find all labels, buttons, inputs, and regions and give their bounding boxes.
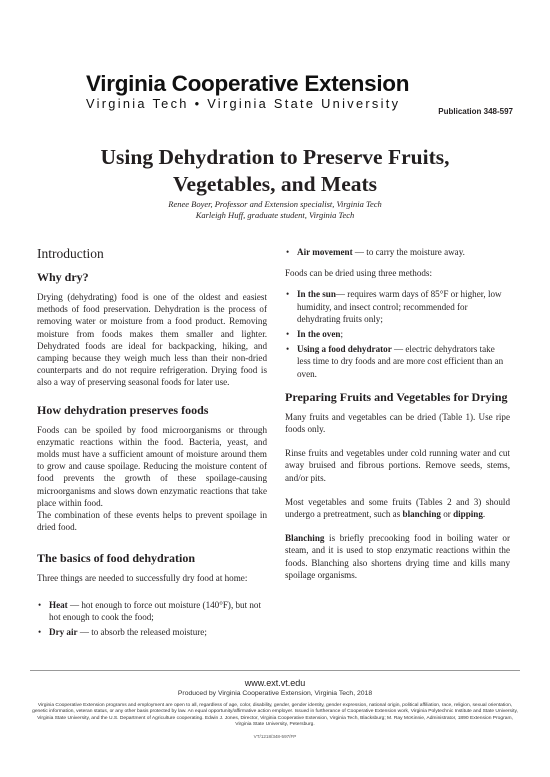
list-item-desc: — to carry the moisture away. xyxy=(352,247,465,257)
preparing-heading: Preparing Fruits and Vegetables for Drying xyxy=(285,389,508,404)
list-item-desc: — requires warm days of 85°F or higher, low humidity, and insect control; recommended for dehydrating fruits only; xyxy=(297,289,502,324)
why-dry-heading: Why dry? xyxy=(37,270,89,284)
list-item-term: Air movement xyxy=(297,247,353,257)
list-item-desc: — electric dehydrators take less time to dry foods and are more cost efficient than an oven. xyxy=(297,344,504,379)
title-line-1: Using Dehydration to Preserve Fruits, xyxy=(100,145,450,169)
title-line-2: Vegetables, and Meats xyxy=(172,172,378,196)
pretreat-text: Most vegetables and some fruits (Tables 2 and 3) should undergo a pretreatment, such as xyxy=(285,496,510,520)
logo-sub-vsu: Virginia State University xyxy=(207,96,401,111)
author-1: Renee Boyer, Professor and Extension specialist, Virginia Tech xyxy=(168,199,382,209)
list-item-term: Heat xyxy=(49,599,68,610)
how-dehydration-text-2: The combination of these events helps to prevent spoilage in dried food. xyxy=(37,510,267,533)
blanching-term: Blanching xyxy=(285,533,325,544)
list-item-term: In the oven xyxy=(297,329,341,340)
dipping-term: dipping xyxy=(453,509,483,520)
preparing-text-2: Rinse fruits and vegetables under cold running water and cut away bruised and fibrous portions. Remove seeds, stems, and/or pits. xyxy=(285,448,510,483)
document-title xyxy=(0,144,550,198)
right-column xyxy=(285,246,510,590)
vce-logo xyxy=(86,72,409,112)
list-item xyxy=(297,246,510,258)
preparing-text-3 xyxy=(285,496,510,520)
authors xyxy=(0,199,550,221)
footer-publication-id: VT/1218/348-597/FP xyxy=(253,733,297,739)
list-item xyxy=(297,328,510,340)
list-item xyxy=(49,626,267,638)
logo-sub-vt: Virginia Tech xyxy=(86,96,189,111)
list-item xyxy=(297,343,510,380)
blanching-term: blanching xyxy=(402,509,441,520)
methods-list xyxy=(285,288,510,379)
basics-heading: The basics of food dehydration xyxy=(37,551,196,566)
intro-heading: Introduction xyxy=(37,246,104,261)
list-item-term: In the sun xyxy=(297,289,336,300)
why-dry-text: Drying (dehydrating) food is one of the oldest and easiest methods of food preservation. Dehydration is the process of removing water or moisture from a food product. Removing moisture from foods makes them smaller and lighter. Dehydrated foods are ideal for backpacking, hiking, and camping because they weigh much less than their non-dried counterparts and do not require refrigeration. Drying food is also a way of preserving seasonal foods for later use. xyxy=(37,292,267,388)
list-item-term: Dry air xyxy=(49,627,78,638)
left-column xyxy=(37,246,267,647)
period-text: . xyxy=(482,509,486,520)
methods-text: Foods can be dried using three methods: xyxy=(285,268,432,279)
blanching-desc: is briefly precooking food in boiling water or steam, and it is used to stop enzymatic reactions within the foods. Blanching also shortens drying time and kills many spoilage organisms. xyxy=(285,533,510,580)
basics-list xyxy=(37,599,267,639)
list-item-desc: ; xyxy=(340,329,343,340)
list-item xyxy=(49,599,267,623)
footer-produced: Produced by Virginia Cooperative Extension, Virginia Tech, 2018 xyxy=(177,690,373,697)
footer xyxy=(30,670,520,740)
footer-url: www.ext.vt.edu xyxy=(244,678,306,688)
list-item-term: Using a food dehydrator xyxy=(297,344,392,355)
how-dehydration-heading: How dehydration preserves foods xyxy=(37,402,209,417)
how-dehydration-text-1: Foods can be spoiled by food microorganisms or through enzymatic reactions within the food. Bacteria, yeast, and molds must have a sufficient amount of moisture around them to grow and cause spoilage. Reducing the moisture content of food prevents the growth of these spoilage-causing microorganisms and slows down enzymatic reactions that take place within food. xyxy=(37,424,267,508)
list-item xyxy=(297,288,510,325)
footer-divider xyxy=(30,670,520,671)
air-list xyxy=(285,246,510,258)
preparing-text-1: Many fruits and vegetables can be dried (Table 1). Use ripe foods only. xyxy=(285,411,510,435)
list-item-desc: — hot enough to force out moisture (140°F), but not hot enough to cook the food; xyxy=(49,599,262,622)
logo-title: Virginia Cooperative Extension xyxy=(86,71,410,96)
author-2: Karleigh Huff, graduate student, Virginia Tech xyxy=(195,210,355,220)
blanching-text xyxy=(285,532,510,581)
logo-sub-separator: • xyxy=(194,96,202,111)
publication-number: Publication 348-597 xyxy=(438,107,513,116)
basics-text: Three things are needed to successfully dry food at home: xyxy=(37,573,248,584)
logo-subtitle xyxy=(86,96,409,112)
list-item-desc: — to absorb the released moisture; xyxy=(77,627,207,638)
or-text: or xyxy=(440,509,454,520)
footer-notice: Virginia Cooperative Extension programs and employment are open to all, regardless of age, color, disability, gender, gender identity, gender expression, national origin, political affiliation, race, religion, sexual orientation, genetic information, veteran status, or any other basis protected by law. An equal opportunity/affirmative action employer. Issued in furtherance of Cooperative Extension work, Virginia Polytechnic Institute and State University, Virginia State University, and the U.S. Department of Agriculture cooperating. Edwin J. Jones, Director, Virginia Cooperative Extension, Virginia Tech, Blacksburg; M. Ray McKinnie, Administrator, 1890 Extension Program, Virginia State University, Petersburg. xyxy=(32,703,518,728)
